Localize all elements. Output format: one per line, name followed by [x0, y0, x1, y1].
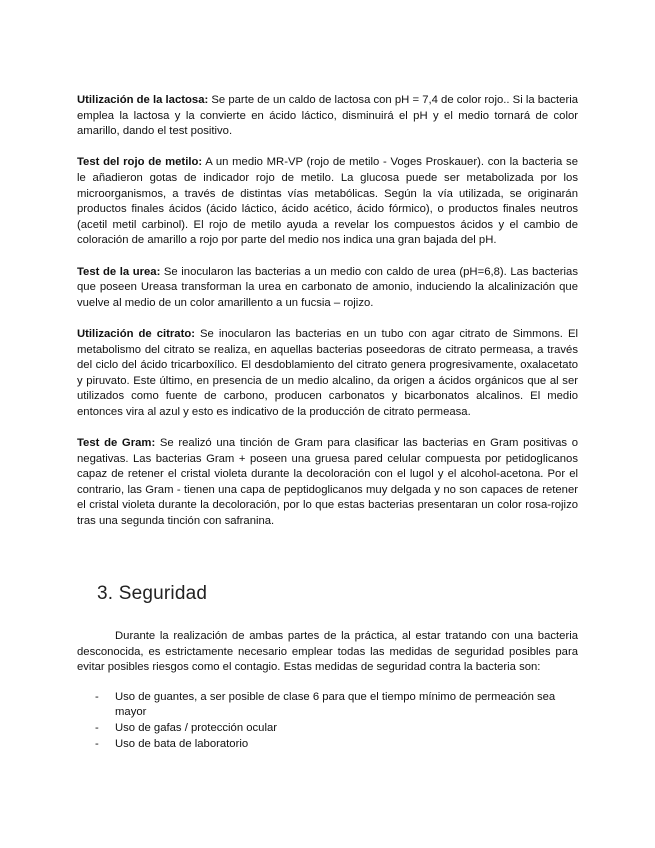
test-descriptions	[77, 93, 578, 530]
paragraph-text: Se inocularon las bacterias en un tubo con agar citrato de Simmons. El metabolismo del citrato se realiza, en aquellas bacterias poseedoras de citrato permeasa, a través del ciclo del ácido tricarboxílico. El desdoblamiento del citrato genera progresivamente, oxalacetato y piruvato. Este último, en presencia de un medio alcalino, da origen a ácidos orgánicos que al ser utilizados como fuente de carbono, producen carbonatos y bicarbonatos alcalinos. El medio entonces vira al azul y esto es indicativo de la producción de citrato permeasa.	[77, 327, 578, 418]
list-item	[77, 721, 578, 737]
paragraph-title: Test del rojo de metilo:	[77, 156, 203, 169]
security-list	[77, 690, 578, 752]
security-section	[77, 629, 578, 752]
paragraph-title: Utilización de citrato:	[77, 327, 195, 340]
paragraph-text: Se realizó una tinción de Gram para clasificar las bacterias en Gram positivas o negativas. Las bacterias Gram + poseen una gruesa pared celular compuesta por petidoglicanos capaz de retener el cristal violeta durante la decoloración con el lugol y el alcohol-acetona. Por el contrario, las Gram - tienen una capa de peptidoglicanos muy delgada y no son capaces de retener el cristal violeta durante la decoloración, por lo que estas bacterias presentaran un color rosa-rojizo tras una segunda tinción con safranina.	[77, 437, 578, 528]
paragraph-rojo-metilo	[77, 155, 578, 249]
bullet-dash: -	[95, 690, 99, 703]
paragraph-text: Se parte de un caldo de lactosa con pH = 7,4 de color rojo.. Si la bacteria emplea la lactosa y la convierte en ácido láctico, disminuirá el pH y el medio tornará de color amarillo, dando el test positivo.	[77, 94, 578, 138]
list-item	[77, 690, 578, 721]
paragraph-lactosa	[77, 93, 578, 140]
security-intro: Durante la realización de ambas partes de la práctica, al estar tratando con una bacteria desconocida, es estrictamente necesario emplear todas las medidas de seguridad posibles para evitar posibles riesgos como el contagio. Estas medidas de seguridad contra la bacteria son:	[77, 630, 578, 674]
paragraph-urea	[77, 265, 578, 312]
list-item	[77, 737, 578, 753]
bullet-dash: -	[95, 737, 99, 750]
paragraph-gram	[77, 436, 578, 530]
paragraph-title: Test de Gram:	[77, 437, 156, 450]
list-item-text: Uso de guantes, a ser posible de clase 6 para que el tiempo mínimo de permeación sea mayor	[115, 690, 556, 719]
paragraph-text: Se inocularon las bacterias a un medio con caldo de urea (pH=6,8). Las bacterias que poseen Ureasa transforman la urea en carbonato de amonio, induciendo la alcalinización que vuelve al medio de un color amarillento a un fucsia – rojizo.	[77, 265, 578, 309]
bullet-dash: -	[95, 721, 99, 734]
list-item-text: Uso de bata de laboratorio	[115, 737, 249, 750]
list-item-text: Uso de gafas / protección ocular	[115, 721, 278, 734]
paragraph-title: Test de la urea:	[77, 265, 161, 278]
paragraph-text: A un medio MR-VP (rojo de metilo - Voges Proskauer). con la bacteria se le añadieron gotas de indicador rojo de metilo. La glucosa puede ser metabolizada por los microorganismos, a través de distintas vías metabólicas. Según la vía utilizada, se originarán productos finales ácidos (ácido láctico, ácido acético, ácido fórmico), o productos finales neutros (acetil metil carbinol). El rojo de metilo ayuda a revelar los compuestos ácidos y el cambio de coloración de amarillo a rojo por parte del medio nos indica una gran bajada del pH.	[77, 156, 578, 247]
paragraph-title: Utilización de la lactosa:	[77, 94, 209, 106]
paragraph-citrato	[77, 327, 578, 421]
section-heading: 3. Seguridad	[97, 583, 208, 604]
